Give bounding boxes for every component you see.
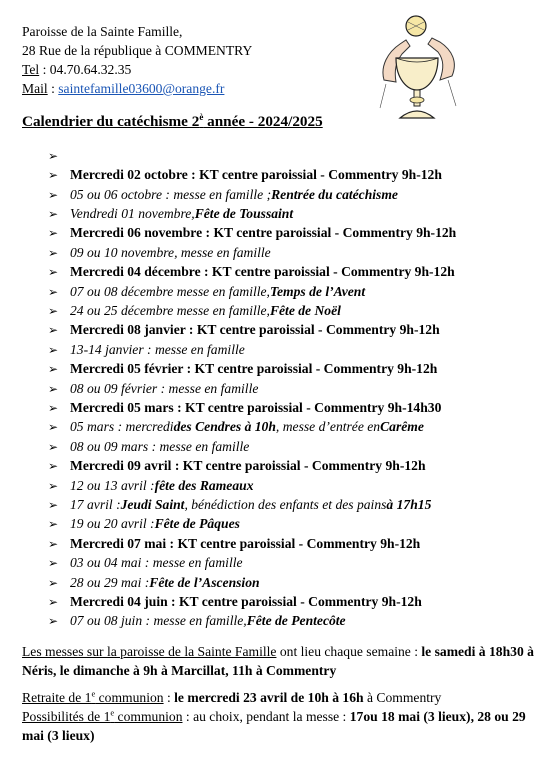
mail-label: Mail <box>22 81 48 96</box>
arrow-bullet-icon: ➢ <box>48 362 59 377</box>
possibilites-middle-text: : au choix, pendant la messe : <box>182 709 350 724</box>
entry-text: Mercredi 04 décembre : KT centre paroissial - Commentry 9h-12h <box>70 264 455 280</box>
entry-text: Rentrée du catéchisme <box>271 186 398 202</box>
entry-text: fête des Rameaux <box>154 477 254 493</box>
entry-text: Mercredi 05 février : KT centre paroissial - Commentry 9h-12h <box>70 361 438 377</box>
arrow-bullet-icon: ➢ <box>48 284 59 299</box>
retraite-date: le mercredi 23 avril de 10h à 16h <box>174 690 364 705</box>
arrow-bullet-icon: ➢ <box>48 245 59 260</box>
arrow-bullet-icon: ➢ <box>48 556 59 571</box>
arrow-bullet-icon: ➢ <box>48 459 59 474</box>
possibilites-paragraph <box>22 707 534 745</box>
calendar-entry <box>48 398 548 417</box>
calendar-entry <box>48 495 548 514</box>
entry-text: 05 ou 06 octobre : messe en famille ; <box>70 186 272 202</box>
entry-text: Fête de Pâques <box>154 516 240 532</box>
entry-text: Fête de Pentecôte <box>246 613 346 629</box>
messes-middle-text: ont lieu chaque semaine : <box>276 644 422 659</box>
calendar-entry <box>48 165 548 184</box>
calendar-entry <box>48 476 548 495</box>
entry-text: Mercredi 09 avril : KT centre paroissial - Commentry 9h-12h <box>70 458 426 474</box>
entry-text: 07 ou 08 juin : messe en famille, <box>70 613 247 629</box>
entry-text: Mercredi 05 mars : KT centre paroissial - Commentry 9h-14h30 <box>70 399 442 415</box>
calendar-entry <box>48 204 548 223</box>
parish-address: 28 Rue de la république à COMMENTRY <box>22 43 253 58</box>
calendar-entry <box>48 359 548 378</box>
mail-link[interactable]: saintefamille03600@orange.fr <box>58 81 225 96</box>
arrow-bullet-icon: ➢ <box>48 206 59 221</box>
retraite-paragraph <box>22 688 534 707</box>
calendar-entry <box>48 146 548 165</box>
arrow-bullet-icon: ➢ <box>48 381 59 396</box>
possibilites-label-b: communion <box>114 709 183 724</box>
calendar-list <box>48 146 548 631</box>
retraite-label-b: communion <box>95 690 164 705</box>
arrow-bullet-icon: ➢ <box>48 226 59 241</box>
entry-text: 24 ou 25 décembre messe en famille, <box>70 302 270 318</box>
calendar-title <box>22 113 323 131</box>
entry-text: , messe d’entrée en <box>275 419 381 435</box>
arrow-bullet-icon: ➢ <box>48 148 59 163</box>
entry-text: Temps de l’Avent <box>269 283 366 299</box>
arrow-bullet-icon: ➢ <box>48 323 59 338</box>
messes-link-text: Les messes sur la paroisse de la Sainte Famille <box>22 644 277 659</box>
calendar-entry <box>48 418 548 437</box>
entry-text: 09 ou 10 novembre, messe en famille <box>70 244 271 260</box>
calendar-entry <box>48 457 548 476</box>
entry-text: Mercredi 06 novembre : KT centre paroissial - Commentry 9h-12h <box>70 225 457 241</box>
arrow-bullet-icon: ➢ <box>48 187 59 202</box>
calendar-entry <box>48 185 548 204</box>
calendar-entry <box>48 379 548 398</box>
calendar-entry <box>48 437 548 456</box>
entry-text: Fête de l’Ascension <box>149 574 260 590</box>
chalice-host-illustration <box>366 10 476 128</box>
entry-text: à 17h15 <box>386 497 432 513</box>
retraite-location: à Commentry <box>363 690 442 705</box>
entry-text: 08 ou 09 mars : messe en famille <box>70 438 250 454</box>
mail-separator: : <box>47 81 59 96</box>
arrow-bullet-icon: ➢ <box>48 517 59 532</box>
entry-text: 28 ou 29 mai : <box>70 574 150 590</box>
calendar-entry <box>48 224 548 243</box>
arrow-bullet-icon: ➢ <box>48 420 59 435</box>
arrow-bullet-icon: ➢ <box>48 439 59 454</box>
entry-text: Mercredi 04 juin : KT centre paroissial - Commentry 9h-12h <box>70 594 422 610</box>
calendar-entry <box>48 243 548 262</box>
title-superscript: è <box>199 111 204 122</box>
possibilites-label <box>22 709 183 724</box>
phone-value: : 04.70.64.32.35 <box>39 62 132 77</box>
entry-text: 19 ou 20 avril : <box>70 516 155 532</box>
entry-text: 05 mars : mercredi <box>70 419 174 435</box>
messes-paragraph <box>22 642 534 680</box>
calendar-entry <box>48 515 548 534</box>
calendar-entry <box>48 262 548 281</box>
retraite-label <box>22 690 164 705</box>
mail-line <box>22 79 252 98</box>
title-text-start: Calendrier du catéchisme 2 <box>22 113 200 130</box>
entry-text: 03 ou 04 mai : messe en famille <box>70 555 243 571</box>
parish-header <box>22 22 252 98</box>
phone-line <box>22 60 252 79</box>
entry-text: Fête de Noël <box>269 302 341 318</box>
entry-text: Carême <box>380 419 424 435</box>
possibilites-dates: 17ou 18 mai (3 lieux), 28 ou 29 mai (3 lieux) <box>22 709 526 743</box>
phone-label: Tel <box>22 62 40 77</box>
arrow-bullet-icon: ➢ <box>48 614 59 629</box>
entry-text: 08 ou 09 février : messe en famille <box>70 380 259 396</box>
entry-text: 07 ou 08 décembre messe en famille, <box>70 283 270 299</box>
entry-text: 17 avril : <box>70 497 121 513</box>
arrow-bullet-icon: ➢ <box>48 168 59 183</box>
possibilites-label-sup: e <box>110 707 115 718</box>
entry-text: Mercredi 02 octobre : KT centre paroissial - Commentry 9h-12h <box>70 167 442 183</box>
arrow-bullet-icon: ➢ <box>48 536 59 551</box>
arrow-bullet-icon: ➢ <box>48 498 59 513</box>
entry-text: des Cendres à 10h <box>173 419 276 435</box>
calendar-entry <box>48 612 548 631</box>
entry-text: Mercredi 08 janvier : KT centre paroissial - Commentry 9h-12h <box>70 322 440 338</box>
arrow-bullet-icon: ➢ <box>48 400 59 415</box>
entry-text: Mercredi 07 mai : KT centre paroissial - Commentry 9h-12h <box>70 535 421 551</box>
retraite-label-a: Retraite de 1 <box>22 690 92 705</box>
calendar-entry <box>48 340 548 359</box>
calendar-entry <box>48 554 548 573</box>
calendar-entry <box>48 321 548 340</box>
entry-text: 12 ou 13 avril : <box>70 477 155 493</box>
arrow-bullet-icon: ➢ <box>48 303 59 318</box>
calendar-entry <box>48 573 548 592</box>
retraite-label-sup: e <box>91 688 96 699</box>
retraite-separator: : <box>163 690 175 705</box>
arrow-bullet-icon: ➢ <box>48 595 59 610</box>
entry-text: Vendredi 01 novembre, <box>70 205 195 221</box>
possibilites-label-a: Possibilités de 1 <box>22 709 111 724</box>
arrow-bullet-icon: ➢ <box>48 265 59 280</box>
title-text-end: année - 2024/2025 <box>203 113 323 130</box>
entry-text: Jeudi Saint <box>120 497 185 513</box>
messes-schedule: le samedi à 18h30 à Néris, le dimanche à 9h à Marcillat, 11h à Commentry <box>22 644 534 678</box>
arrow-bullet-icon: ➢ <box>48 342 59 357</box>
entry-text: Fête de Toussaint <box>194 205 294 221</box>
entry-text: 13-14 janvier : messe en famille <box>70 341 245 357</box>
arrow-bullet-icon: ➢ <box>48 575 59 590</box>
parish-name: Paroisse de la Sainte Famille, <box>22 24 183 39</box>
calendar-entry <box>48 592 548 611</box>
arrow-bullet-icon: ➢ <box>48 478 59 493</box>
entry-text: , bénédiction des enfants et des pains <box>184 497 387 513</box>
calendar-entry <box>48 301 548 320</box>
calendar-entry <box>48 282 548 301</box>
calendar-entry <box>48 534 548 553</box>
